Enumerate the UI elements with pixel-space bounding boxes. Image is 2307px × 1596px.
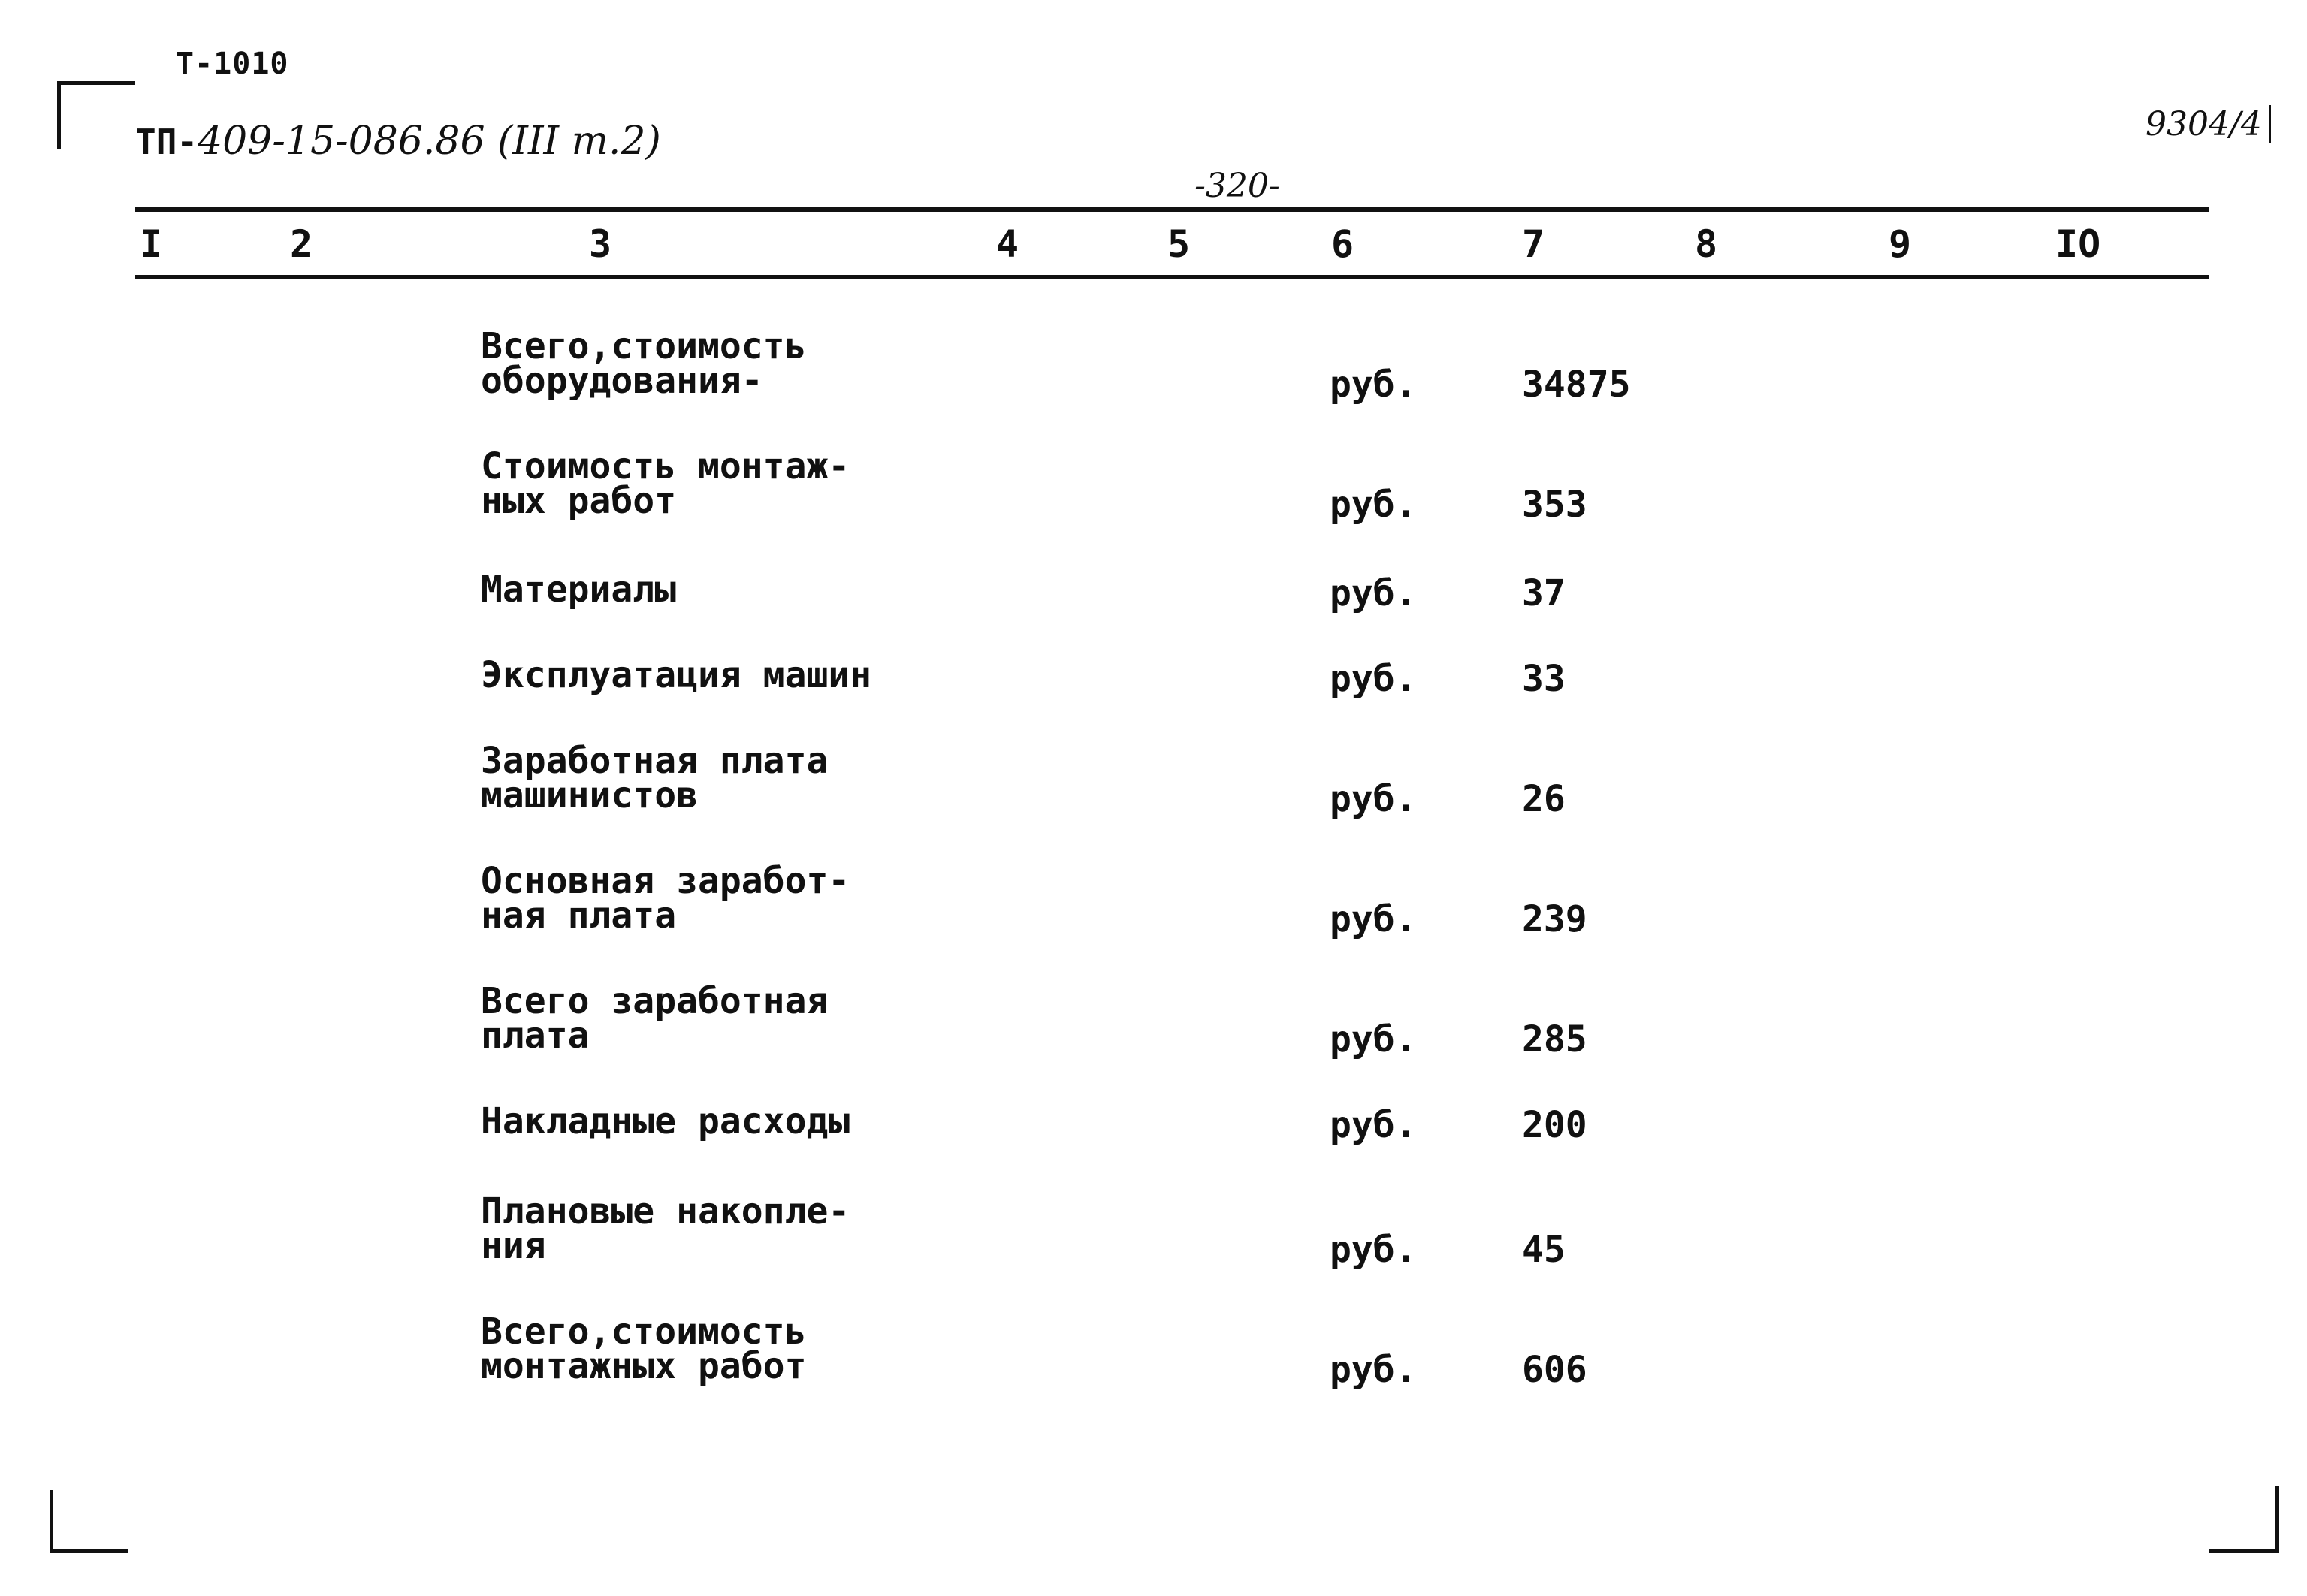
corner-mark-bottom-left (50, 1549, 128, 1553)
row-label: Всего,стоимость монтажных работ (481, 1311, 807, 1387)
row-unit: руб. (1330, 898, 1417, 940)
row-value: 37 (1522, 572, 1566, 614)
corner-mark-bottom-right (2209, 1549, 2279, 1553)
row-unit: руб. (1330, 1229, 1417, 1271)
document-code-prefix: ТП- (135, 122, 198, 162)
row-value: 33 (1522, 658, 1566, 700)
row-unit: руб. (1330, 572, 1417, 614)
column-header-3: 3 (589, 222, 612, 266)
column-header-10: IO (2055, 222, 2101, 266)
row-label: Всего заработная плата (481, 980, 829, 1057)
row-unit: руб. (1330, 484, 1417, 526)
row-label: Заработная плата машинистов (481, 740, 829, 816)
row-value: 200 (1522, 1104, 1587, 1146)
row-unit: руб. (1330, 364, 1417, 406)
column-header-2: 2 (290, 222, 313, 266)
table-header-bottom-rule (135, 275, 2209, 279)
document-code (135, 119, 661, 164)
row-unit: руб. (1330, 1018, 1417, 1060)
row-value: 239 (1522, 898, 1587, 940)
corner-mark-top-left (57, 81, 135, 85)
reference-number: 9304/4 (2145, 105, 2262, 143)
row-label: Материалы (481, 569, 677, 611)
row-value: 26 (1522, 778, 1566, 820)
column-header-5: 5 (1167, 222, 1191, 266)
reference-mark (2269, 105, 2271, 143)
document-code-number: 409-15-086.86 (III т.2) (198, 119, 661, 164)
row-unit: руб. (1330, 1104, 1417, 1146)
row-value: 353 (1522, 484, 1587, 526)
page-number: -320- (1194, 167, 1280, 205)
column-header-7: 7 (1522, 222, 1545, 266)
corner-mark-bottom-right-vertical (2275, 1486, 2279, 1553)
column-header-8: 8 (1695, 222, 1718, 266)
archive-stamp: Т-1010 (176, 47, 289, 81)
row-value: 606 (1522, 1349, 1587, 1391)
table-header-top-rule (135, 207, 2209, 212)
row-label: Накладные расходы (481, 1100, 850, 1142)
row-label: Плановые накопле- ния (481, 1190, 850, 1267)
column-header-9: 9 (1889, 222, 1912, 266)
corner-mark-top-left-vertical (57, 81, 61, 149)
row-label: Стоимость монтаж- ных работ (481, 445, 850, 522)
row-value: 285 (1522, 1018, 1587, 1060)
column-header-6: 6 (1331, 222, 1354, 266)
row-unit: руб. (1330, 1349, 1417, 1391)
corner-mark-bottom-left-vertical (50, 1490, 53, 1553)
row-value: 45 (1522, 1229, 1566, 1271)
row-unit: руб. (1330, 658, 1417, 700)
column-header-4: 4 (996, 222, 1019, 266)
row-unit: руб. (1330, 778, 1417, 820)
row-label: Эксплуатация машин (481, 654, 872, 696)
row-value: 34875 (1522, 364, 1631, 406)
row-label: Всего,стоимость оборудования- (481, 325, 807, 402)
column-header-1: I (140, 222, 163, 266)
row-label: Основная заработ- ная плата (481, 860, 850, 937)
